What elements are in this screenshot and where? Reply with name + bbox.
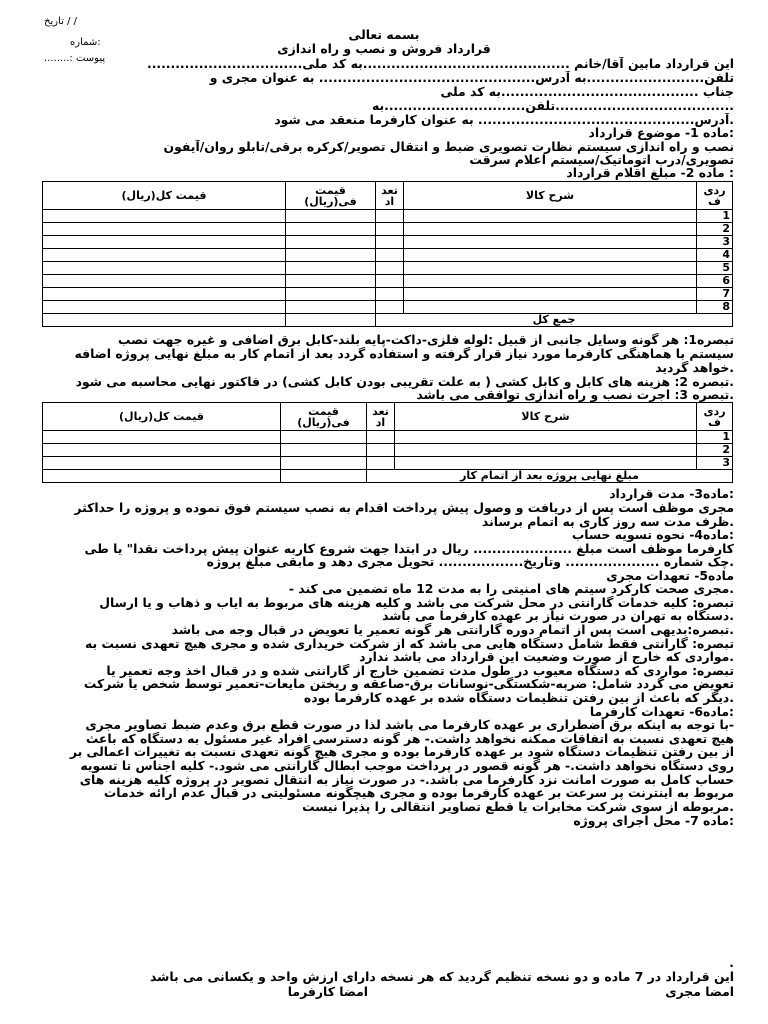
table-row: 5: [43, 262, 733, 275]
table-total-label: مبلغ نهایی پروژه بعد از اتمام کار: [367, 470, 733, 483]
col-header: تعد اد: [376, 182, 404, 210]
signature-contractor: امضا مجری: [665, 985, 734, 999]
note-text: تعویض می گردد شامل: ضربه-شکستگی-نوسانات برق-صاعقه و ریختن مایعات-تعمیر توسط شخص یا شرکت: [83, 677, 734, 691]
article-text: روی دستگاه نخواهد داشت.- هر گونه قصور در پرداخت موجب ابطال گارانتی می شود.- کلیه اجناس تا تسویه: [80, 759, 734, 773]
article-heading: :ماده6- تعهدات کارفرما: [589, 705, 734, 719]
article-heading: :ماده3- مدت قرارداد: [609, 487, 734, 501]
closing-text: این قرارداد در 7 ماده و دو نسخه تنظیم گردید که هر نسخه دارای ارزش واحد و یکسانی می باشد: [150, 970, 734, 984]
contract-title: قرارداد فروش و نصب و راه اندازی: [277, 42, 491, 56]
items-table-2: [42, 402, 733, 483]
table-total-row: [43, 470, 733, 483]
bismillah: بسمه تعالی: [348, 28, 420, 42]
article-heading: :ماده4- نحوه تسویه حساب: [571, 528, 734, 542]
article-text: مجری موظف است پس از دریافت و وصول پیش پرداخت اقدام به نصب سیستم فوق نموده و پروژه را حداکثر: [74, 501, 734, 515]
article-text: تصویری/درب اتوماتیک/سیستم اعلام سرقت: [469, 153, 734, 167]
note-text: تبصره: مواردی که دستگاه معیوب در طول مدت تضمین خارج از گارانتی شده و در قبال اخذ وجه تعمیر یا: [106, 664, 734, 678]
table-row: 1: [43, 210, 733, 223]
article-text: هیچ تعهدی نسبت به اتفاقات ممکنه نخواهد داشت.- هر گونه دسترسی افراد غیر مسئول به دستگاه که باعث: [85, 732, 734, 746]
date-field: / / تاریخ: [44, 16, 77, 27]
col-header: ردی ف: [697, 182, 733, 210]
col-header: شرح کالا: [395, 403, 697, 431]
article-text: نصب و راه اندازی سیستم نظارت تصویری ضبط و انتقال تصویر/کرکره برقی/تابلو روان/آیفون: [163, 140, 734, 154]
col-header: قیمت کل(ریال): [43, 182, 286, 210]
article-heading: :ماده 1- موضوع قرارداد: [588, 126, 734, 140]
article-text: -با توجه به اینکه برق اضطراری بر عهده کارفرما می باشد لذا در صورت قطع برق وعدم ضبط تصاویر مجری: [85, 718, 734, 732]
table-total-label: جمع کل: [376, 314, 733, 327]
table-row: 3: [43, 457, 733, 470]
article-text: .مجری صحت کارکرد سیتم های امنیتی را به مدت 12 ماه تضمین می کند -: [288, 582, 734, 596]
article-heading: : ماده 2- مبلغ اقلام قرارداد: [566, 166, 734, 180]
note-text: .دیگر که باعث از بین رفتن تنظیمات دستگاه شده بر عهده کارفرما بوده: [303, 691, 734, 705]
col-header: قیمت کل(ریال): [43, 403, 281, 431]
party-line: .آدرس.............................................. به عنوان کارفرما منعقد می شود: [274, 113, 734, 127]
col-header: شرح کالا: [404, 182, 697, 210]
article-text: حساب کامل به صورت امانت نزد کارفرما می باشد.- در صورت نیاز به انتقال تصویر در پروژه کلیه هزینه های: [79, 773, 734, 787]
table-total-row: [43, 314, 733, 327]
table-row: 7: [43, 288, 733, 301]
article-heading: :ماده 7- محل اجرای پروژه: [573, 814, 734, 828]
party-line: این قرارداد مابین آقا/خانم ............................................به کد ملی.................................: [146, 57, 734, 71]
col-header: تعد اد: [367, 403, 395, 431]
table-row: 2: [43, 223, 733, 236]
article-text: از بین رفتن تنظیمات دستگاه شود بر عهده کارفرما بوده و مجری هیچ گونه تعهدی نسبت به تغییرات اعمالی بر: [69, 745, 734, 759]
article-heading: ماده5- تعهدات مجری: [606, 569, 734, 583]
note-text: .تبصره 3: اجرت نصب و راه اندازی توافقی می باشد: [416, 388, 734, 402]
article-text: مربوط به اینترنت پر سرعت بر عهده کارفرما بوده و مجری هیچگونه مسئولیتی در قبال عدم ارائه خدمات: [103, 786, 734, 800]
party-line: ......................................تلفن..............................به: [371, 99, 734, 113]
col-header: ردی ف: [697, 403, 733, 431]
items-table-1: [42, 181, 733, 327]
table-row: 6: [43, 275, 733, 288]
note-text: .دستگاه به تهران در صورت نیاز بر عهده کارفرما می باشد: [382, 609, 734, 623]
table-row: 4: [43, 249, 733, 262]
attachment-field: پیوست :........: [44, 53, 106, 64]
note-text: تبصره: کلیه خدمات گارانتی در محل شرکت می باشد و کلیه هزینه های مربوط به ایاب و ذهاب و یا ارسال: [99, 596, 734, 610]
table-row: 3: [43, 236, 733, 249]
article-text: .چک شماره .................... وتاریخ.................. تحویل مجری دهد و مابقی مبلغ پروژه: [206, 555, 734, 569]
party-line: تلفن.........................به آدرس.............................................. به عنوان مجری و: [209, 71, 734, 85]
note-text: .تبصره:بدیهی است پس از اتمام دوره گارانتی هر گونه تعمیر یا تعویض در قبال وجه می باشد: [171, 623, 734, 637]
party-line: جناب ..........................................به کد ملی: [440, 85, 734, 99]
article-text: .ظرف مدت سه روز کاری به اتمام برساند: [481, 515, 734, 529]
note-text: تبصره: گارانتی فقط شامل دستگاه هایی می باشد که از شرکت خریداری شده و مجری هیچ تعهدی نسبت به: [84, 637, 734, 651]
col-header: قیمت فی(ریال): [286, 182, 376, 210]
table-row: 1: [43, 431, 733, 444]
note-text: .مواردی که خارج از صورت وضعیت این قرارداد می باشد ندارد: [359, 650, 734, 664]
article-text: کارفرما موظف است مبلغ ..................... ریال در ابتدا جهت شروع کاربه عنوان پیش پرداخت نقدا" یا طی: [84, 542, 734, 556]
note-text: .خواهد گردید: [655, 361, 734, 375]
number-field: :شماره: [70, 37, 101, 48]
article-text: .مربوطه از سوی شرکت مخابرات یا قطع تصاویر انتقالی را پذیرا نیست: [302, 800, 734, 814]
signature-client: امضا کارفرما: [287, 985, 368, 999]
note-text: سیستم با هماهنگی کارفرما مورد نیاز قرار گرفته و استفاده گردد بعد از اتمام کار به مبلغ نهایی پروژه اضافه: [74, 347, 734, 361]
table-row: 2: [43, 444, 733, 457]
note-text: تبصره1: هر گونه وسایل جانبی از قبیل :لوله فلزی-داکت-پایه بلند-کابل برق اضافی و غیره جهت نصب: [118, 333, 734, 347]
table-row: 8: [43, 301, 733, 314]
footer-dot: .: [729, 956, 734, 970]
note-text: .تبصره 2: هزینه های کابل و کابل کشی ( به علت تقریبی بودن کابل کشی) در فاکتور نهایی محاسبه می شود: [75, 375, 734, 389]
col-header: قیمت فی(ریال): [281, 403, 367, 431]
